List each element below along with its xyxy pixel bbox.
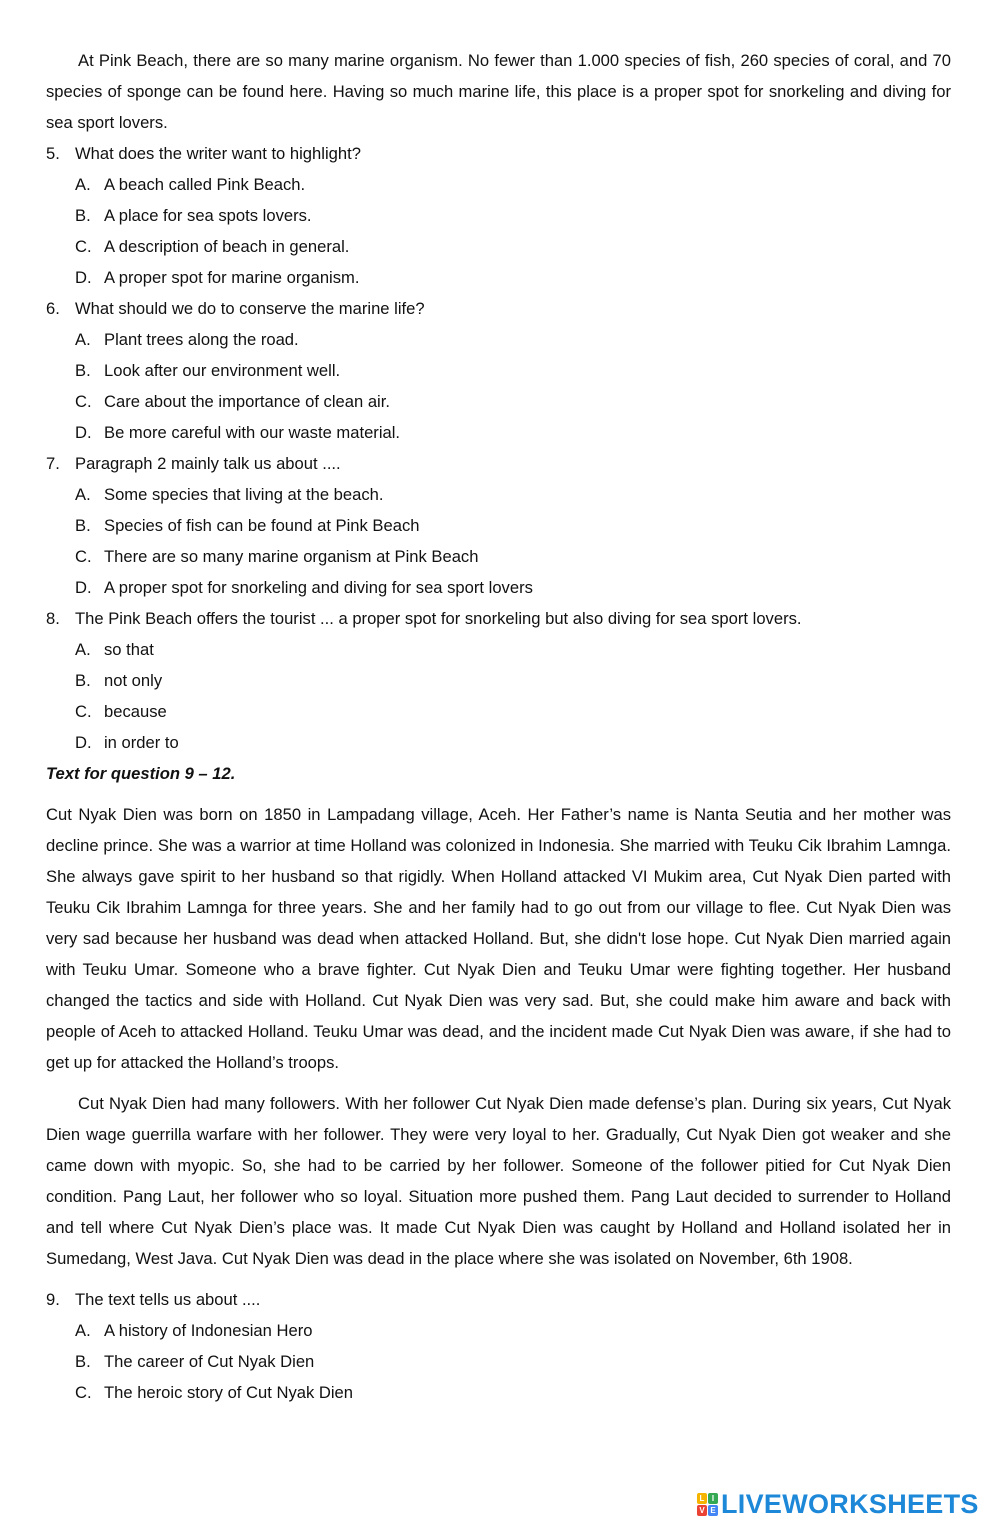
option-letter: D. — [75, 578, 92, 597]
question-number: 8. — [46, 609, 60, 628]
option-text: There are so many marine organism at Pink Beach — [104, 547, 479, 566]
option[interactable] — [46, 696, 951, 727]
option[interactable] — [46, 231, 951, 262]
question-number: 7. — [46, 454, 60, 473]
option-letter: B. — [75, 206, 91, 225]
option-letter: A. — [75, 485, 91, 504]
option[interactable] — [46, 1315, 951, 1346]
logo-mark-v: V — [697, 1505, 707, 1516]
option[interactable] — [46, 510, 951, 541]
option-text: Some species that living at the beach. — [104, 485, 384, 504]
option[interactable] — [46, 417, 951, 448]
question-8 — [46, 603, 951, 634]
option[interactable] — [46, 541, 951, 572]
option-text: A description of beach in general. — [104, 237, 350, 256]
option-letter: D. — [75, 423, 92, 442]
option-letter: C. — [75, 547, 92, 566]
question-text: What should we do to conserve the marine life? — [75, 299, 425, 318]
logo-mark-e: E — [708, 1505, 718, 1516]
logo-mark-i: I — [708, 1493, 718, 1504]
question-number: 5. — [46, 144, 60, 163]
option-text: Look after our environment well. — [104, 361, 341, 380]
option-text: The career of Cut Nyak Dien — [104, 1352, 315, 1371]
option[interactable] — [46, 386, 951, 417]
question-text: The Pink Beach offers the tourist ... a proper spot for snorkeling but also diving for sea sport lovers. — [75, 609, 802, 628]
option-letter: C. — [75, 1383, 92, 1402]
option[interactable] — [46, 665, 951, 696]
story-paragraph-1: Cut Nyak Dien was born on 1850 in Lampadang village, Aceh. Her Father’s name is Nanta Seutia and her mother was decline prince. She was a warrior at time Holland was colonized in Indonesia. She married with Teuku Cik Ibrahim Lamnga. She always gave spirit to her husband so that rigidly. When Holland attacked VI Mukim area, Cut Nyak Dien parted with Teuku Cik Ibrahim Lamnga for three years. She and her family had to go out from our village to flee. Cut Nyak Dien was very sad because her husband was dead when attacked Holland. But, she didn't lose hope. Cut Nyak Dien married again with Teuku Umar. Someone who a brave fighter. Cut Nyak Dien and Teuku Umar were fighting together. Her husband changed the tactics and side with Holland. Cut Nyak Dien was very sad. But, she could make him aware and back with people of Aceh to attacked Holland. Teuku Umar was dead, and the incident made Cut Nyak Dien was aware, if she had to get up for attacked the Holland’s troops. — [46, 805, 951, 1072]
option-text: A proper spot for marine organism. — [104, 268, 360, 287]
option-text: in order to — [104, 733, 179, 752]
option-text: because — [104, 702, 167, 721]
option-text: not only — [104, 671, 163, 690]
liveworksheets-logo-icon — [697, 1493, 718, 1516]
option-letter: B. — [75, 671, 91, 690]
option-letter: D. — [75, 733, 92, 752]
option[interactable] — [46, 479, 951, 510]
question-7 — [46, 448, 951, 479]
option-text: so that — [104, 640, 154, 659]
option[interactable] — [46, 355, 951, 386]
passage-intro: At Pink Beach, there are so many marine organism. No fewer than 1.000 species of fish, 260 species of coral, and 70 species of sponge can be found here. Having so much marine life, this place is a proper spot for snorkeling and diving for sea sport lovers. — [46, 51, 951, 132]
option-letter: D. — [75, 268, 92, 287]
option[interactable] — [46, 1346, 951, 1377]
option-text: Species of fish can be found at Pink Beach — [104, 516, 420, 535]
option-letter: B. — [75, 1352, 91, 1371]
option-text: Be more careful with our waste material. — [104, 423, 401, 442]
option[interactable] — [46, 1377, 951, 1408]
story-paragraph-2: Cut Nyak Dien had many followers. With her follower Cut Nyak Dien made defense’s plan. During six years, Cut Nyak Dien wage guerrilla warfare with her follower. They were very loyal to her. Gradually, Cut Nyak Dien got weaker and she came down with myopic. So, she had to be carried by her follower. Someone of the follower pitied for Cut Nyak Dien condition. Pang Laut, her follower who so loyal. Situation more pushed them. Pang Laut decided to surrender to Holland and tell where Cut Nyak Dien’s place was. It made Cut Nyak Dien was caught by Holland and Holland isolated her in Sumedang, West Java. Cut Nyak Dien was dead in the place where she was isolated on November, 6th 1908. — [46, 1094, 951, 1268]
option-letter: C. — [75, 237, 92, 256]
option[interactable] — [46, 324, 951, 355]
option-letter: C. — [75, 392, 92, 411]
worksheet-page — [46, 45, 951, 1408]
question-text: The text tells us about .... — [75, 1290, 261, 1309]
option-letter: A. — [75, 640, 91, 659]
section-heading: Text for question 9 – 12. — [46, 764, 236, 783]
option-letter: A. — [75, 1321, 91, 1340]
question-6 — [46, 293, 951, 324]
logo-text: LIVEWORKSHEETS — [721, 1489, 979, 1519]
option-letter: C. — [75, 702, 92, 721]
option-text: A history of Indonesian Hero — [104, 1321, 313, 1340]
option-text: Plant trees along the road. — [104, 330, 299, 349]
option-text: A beach called Pink Beach. — [104, 175, 306, 194]
option-text: A proper spot for snorkeling and diving for sea sport lovers — [104, 578, 533, 597]
option[interactable] — [46, 169, 951, 200]
option-letter: B. — [75, 516, 91, 535]
option-text: The heroic story of Cut Nyak Dien — [104, 1383, 354, 1402]
question-text: What does the writer want to highlight? — [75, 144, 361, 163]
question-9 — [46, 1284, 951, 1315]
option-letter: A. — [75, 330, 91, 349]
logo-mark-l: L — [697, 1493, 707, 1504]
option[interactable] — [46, 634, 951, 665]
question-number: 6. — [46, 299, 60, 318]
option-text: Care about the importance of clean air. — [104, 392, 390, 411]
question-number: 9. — [46, 1290, 60, 1309]
question-text: Paragraph 2 mainly talk us about .... — [75, 454, 341, 473]
option[interactable] — [46, 262, 951, 293]
question-5 — [46, 138, 951, 169]
option[interactable] — [46, 727, 951, 758]
liveworksheets-logo[interactable] — [697, 1489, 979, 1519]
option[interactable] — [46, 200, 951, 231]
option-letter: A. — [75, 175, 91, 194]
option-letter: B. — [75, 361, 91, 380]
option[interactable] — [46, 572, 951, 603]
option-text: A place for sea spots lovers. — [104, 206, 312, 225]
